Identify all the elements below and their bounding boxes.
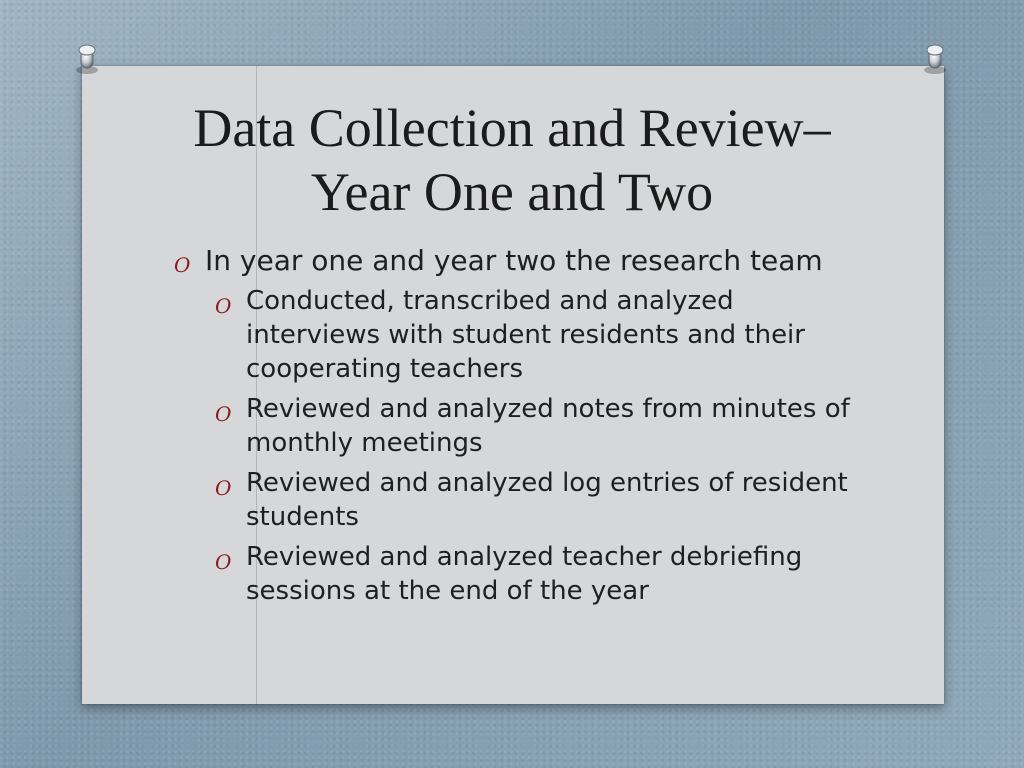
bullet-marker-icon: O [215, 550, 232, 574]
pushpin-icon [70, 42, 104, 76]
slide-title [0, 96, 1024, 224]
bullet-marker-icon: O [215, 476, 232, 500]
sub-bullet-text: Reviewed and analyzed notes from minutes of monthly meetings [246, 394, 850, 458]
slide-title-line-2: Year One and Two [310, 162, 714, 222]
sub-bullet [213, 284, 852, 386]
bullet-list [172, 244, 852, 614]
bullet-marker-icon: O [215, 402, 232, 426]
sub-bullet-text: Reviewed and analyzed teacher debriefing sessions at the end of the year [246, 542, 803, 606]
pushpin-icon [918, 42, 952, 76]
sub-bullet [213, 466, 852, 534]
sub-bullet [213, 540, 852, 608]
sub-bullet-text: Conducted, transcribed and analyzed interviews with student residents and their cooperating teachers [246, 286, 805, 384]
sub-bullet-text: Reviewed and analyzed log entries of resident students [246, 468, 848, 532]
bullet-marker-icon: O [215, 294, 232, 318]
sub-bullet [213, 392, 852, 460]
main-bullet-text: In year one and year two the research team [205, 244, 823, 277]
bullet-marker-icon: O [174, 253, 191, 277]
slide-title-line-1: Data Collection and Review– [193, 98, 831, 158]
main-bullet [172, 244, 852, 278]
